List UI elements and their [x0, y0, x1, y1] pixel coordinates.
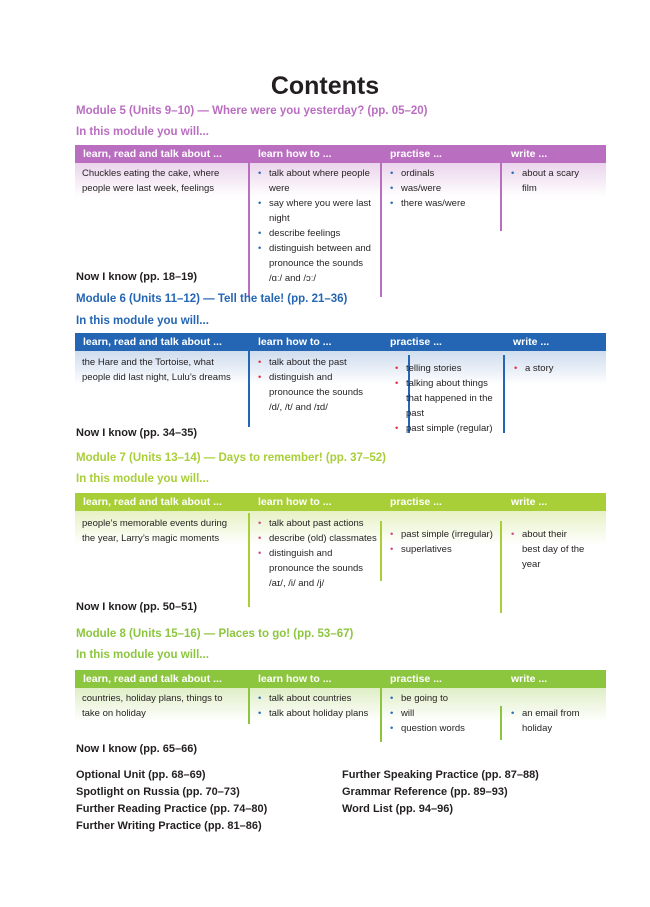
col-write: write ...	[511, 673, 548, 685]
text-line: people did last night, Lulu’s dreams	[82, 372, 231, 383]
learn-about-cell	[82, 166, 242, 196]
now-i-know-5: Now I know (pp. 18–19)	[76, 271, 198, 283]
table-header	[75, 670, 606, 688]
list-item: • there was/were	[387, 196, 497, 211]
table-header	[75, 145, 606, 163]
footer-grammar-reference: Grammar Reference (pp. 89–93)	[342, 786, 508, 798]
now-i-know-7: Now I know (pp. 50–51)	[76, 601, 198, 613]
list-item: • be going to	[387, 691, 497, 706]
list-item: • past simple (irregular)	[387, 527, 502, 542]
learn-how-cell	[255, 166, 380, 286]
col-practise: practise ...	[390, 148, 442, 160]
learn-how-cell	[255, 691, 385, 721]
col-write: write ...	[511, 148, 548, 160]
list-item: • superlatives	[387, 542, 502, 557]
list-item: • a story	[511, 361, 601, 376]
list-item: • talk about past actions	[255, 516, 385, 531]
practise-cell	[387, 166, 497, 211]
list-item: • ordinals	[387, 166, 497, 181]
list-item: • will	[387, 706, 497, 721]
practise-cell	[392, 361, 502, 436]
list-item: • about a scary film	[508, 166, 603, 196]
write-cell	[508, 527, 603, 572]
footer-writing-practice: Further Writing Practice (pp. 81–86)	[76, 820, 262, 832]
list-item: • talk about holiday plans	[255, 706, 385, 721]
module-5-heading: Module 5 (Units 9–10) — Where were you yesterday? (pp. 05–20)	[76, 105, 428, 117]
learn-about-cell	[82, 355, 247, 385]
col-learn-how: learn how to ...	[258, 673, 332, 685]
list-item: • past simple (regular)	[392, 421, 502, 436]
list-item: • distinguish and pronounce the sounds /aɪ/, /i/ and /j/	[255, 546, 385, 591]
module-6-heading: Module 6 (Units 11–12) — Tell the tale! (pp. 21–36)	[76, 293, 348, 305]
col-practise: practise ...	[390, 336, 442, 348]
module-7-heading: Module 7 (Units 13–14) — Days to remember! (pp. 37–52)	[76, 452, 386, 464]
col-learn-about: learn, read and talk about ...	[83, 673, 222, 685]
footer-reading-practice: Further Reading Practice (pp. 74–80)	[76, 803, 268, 815]
list-item: • distinguish and pronounce the sounds /d/, /t/ and /ɪd/	[255, 370, 405, 415]
col-learn-about: learn, read and talk about ...	[83, 336, 222, 348]
list-item: • talking about things that happened in the past	[392, 376, 502, 421]
col-learn-how: learn how to ...	[258, 148, 332, 160]
learn-about-cell	[82, 691, 247, 721]
write-cell	[508, 166, 603, 196]
column-divider	[248, 163, 250, 297]
col-learn-about: learn, read and talk about ...	[83, 148, 222, 160]
module-8-intro: In this module you will...	[76, 649, 209, 661]
column-divider	[500, 706, 502, 740]
module-7-intro: In this module you will...	[76, 473, 209, 485]
list-item: • talk about countries	[255, 691, 385, 706]
write-cell	[508, 706, 603, 736]
text-line: Chuckles eating the cake, where	[82, 168, 220, 179]
list-item: • describe (old) classmates	[255, 531, 385, 546]
module-6-intro: In this module you will...	[76, 315, 209, 327]
text-line: take on holiday	[82, 708, 146, 719]
page-title: Contents	[270, 72, 380, 100]
text-line: people were last week, feelings	[82, 183, 215, 194]
col-practise: practise ...	[390, 496, 442, 508]
footer-spotlight: Spotlight on Russia (pp. 70–73)	[76, 786, 240, 798]
module-5-intro: In this module you will...	[76, 126, 209, 138]
list-item: • about their best day of the year	[508, 527, 603, 572]
list-item: • talk about where people were	[255, 166, 380, 196]
table-header	[75, 493, 606, 511]
list-item: • was/were	[387, 181, 497, 196]
module-8-heading: Module 8 (Units 15–16) — Places to go! (pp. 53–67)	[76, 628, 354, 640]
learn-how-cell	[255, 355, 405, 415]
list-item: • describe feelings	[255, 226, 380, 241]
column-divider	[503, 355, 505, 433]
column-divider	[500, 163, 502, 231]
learn-about-cell	[82, 516, 247, 546]
col-learn-how: learn how to ...	[258, 496, 332, 508]
list-item: • distinguish between and pronounce the sounds /ɑː/ and /ɔː/	[255, 241, 380, 286]
learn-how-cell	[255, 516, 385, 591]
text-line: the Hare and the Tortoise, what	[82, 357, 214, 368]
col-practise: practise ...	[390, 673, 442, 685]
text-line: countries, holiday plans, things to	[82, 693, 223, 704]
col-write: write ...	[513, 336, 550, 348]
col-learn-how: learn how to ...	[258, 336, 332, 348]
col-write: write ...	[511, 496, 548, 508]
footer-optional-unit: Optional Unit (pp. 68–69)	[76, 769, 206, 781]
list-item: • telling stories	[392, 361, 502, 376]
footer-word-list: Word List (pp. 94–96)	[342, 803, 454, 815]
column-divider	[248, 513, 250, 607]
footer-speaking-practice: Further Speaking Practice (pp. 87–88)	[342, 769, 539, 781]
list-item: • talk about the past	[255, 355, 405, 370]
now-i-know-8: Now I know (pp. 65–66)	[76, 743, 198, 755]
text-line: the year, Larry’s magic moments	[82, 533, 220, 544]
list-item: • say where you were last night	[255, 196, 380, 226]
write-cell	[511, 361, 601, 376]
text-line: people’s memorable events during	[82, 518, 228, 529]
practise-cell	[387, 691, 497, 736]
practise-cell	[387, 527, 502, 557]
col-learn-about: learn, read and talk about ...	[83, 496, 222, 508]
table-header	[75, 333, 606, 351]
list-item: • an email from holiday	[508, 706, 603, 736]
column-divider	[380, 163, 382, 297]
column-divider	[248, 688, 250, 724]
column-divider	[248, 351, 250, 427]
list-item: • question words	[387, 721, 497, 736]
now-i-know-6: Now I know (pp. 34–35)	[76, 427, 198, 439]
